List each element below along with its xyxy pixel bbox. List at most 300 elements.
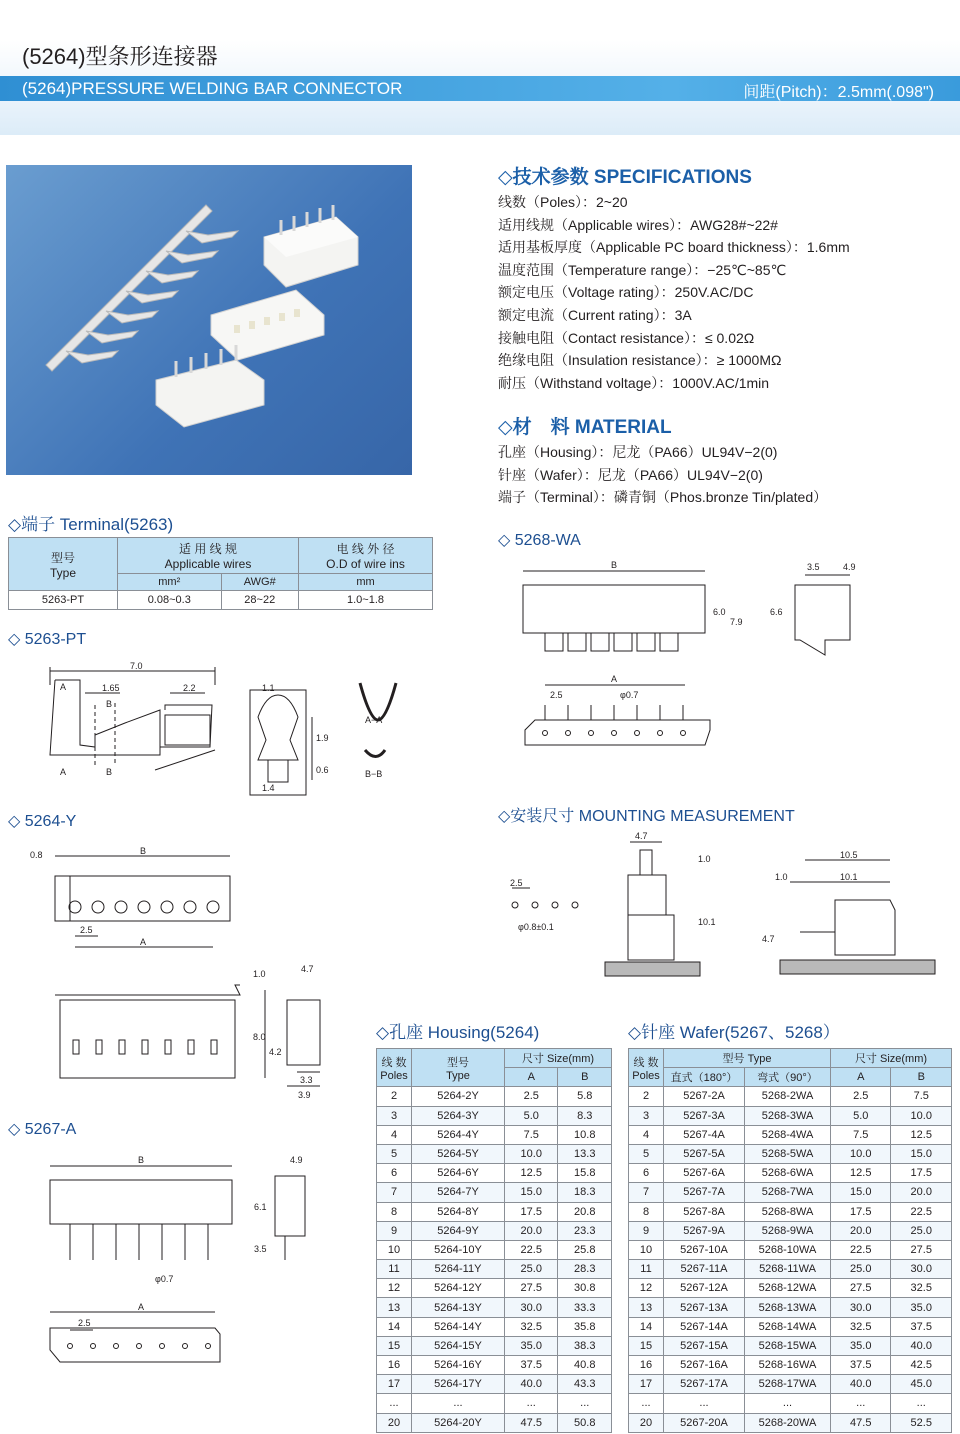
cell: 20	[377, 1413, 412, 1432]
dim-label: 4.9	[843, 562, 856, 572]
table-row	[377, 1279, 612, 1298]
cell: 16	[629, 1356, 664, 1375]
cell: 5264-16Y	[412, 1356, 505, 1375]
cell: 9	[629, 1221, 664, 1240]
cell: 6	[377, 1164, 412, 1183]
cell: 50.8	[558, 1413, 612, 1432]
dim-label: B	[140, 846, 147, 856]
dim-label: 2.5	[80, 925, 93, 935]
cell: 10	[629, 1240, 664, 1259]
dim-label: B	[138, 1155, 145, 1165]
cell: 23.3	[558, 1221, 612, 1240]
cell: 5264-12Y	[412, 1279, 505, 1298]
table-row	[629, 1375, 952, 1394]
cell: 8	[629, 1202, 664, 1221]
table-row	[377, 1336, 612, 1355]
cell: 35.8	[558, 1317, 612, 1336]
cell: 5264-7Y	[412, 1183, 505, 1202]
table-row	[629, 1144, 952, 1163]
cell: 5264-6Y	[412, 1164, 505, 1183]
cell: 5.0	[831, 1106, 891, 1125]
cell: 20.0	[891, 1183, 952, 1202]
cell: 7.5	[831, 1125, 891, 1144]
terminal-header-wires	[118, 538, 299, 574]
material-line: 端子（Terminal）：磷青铜（Phos.bronze Tin/plated）	[498, 489, 828, 506]
dim-label: φ0.7	[620, 690, 639, 700]
material-list	[498, 441, 827, 509]
table-row	[629, 1298, 952, 1317]
cell: ...	[505, 1394, 558, 1413]
dim-label: 0.6	[316, 765, 329, 775]
drawing-5268wa	[505, 555, 905, 785]
dim-label: 2.5	[550, 690, 563, 700]
table-row	[629, 1087, 952, 1106]
header-right-angle: 弯式（90°）	[745, 1068, 831, 1087]
table-row	[377, 1260, 612, 1279]
terminal-title: ◇端子 Terminal(5263)	[8, 515, 174, 534]
dim-label: φ0.8±0.1	[518, 922, 554, 932]
cell: 32.5	[505, 1317, 558, 1336]
page-title: (5264)型条形连接器	[22, 44, 218, 69]
header-text: 线 数	[381, 1056, 407, 1069]
dim-label: 3.9	[298, 1090, 311, 1100]
cell: 13	[629, 1298, 664, 1317]
cell: 13	[377, 1298, 412, 1317]
cell: 12.5	[831, 1164, 891, 1183]
cell: 25.0	[831, 1260, 891, 1279]
cell: ...	[558, 1394, 612, 1413]
table-row	[377, 1356, 612, 1375]
cell: ...	[831, 1394, 891, 1413]
dim-label: A	[60, 682, 67, 692]
cell: 35.0	[505, 1336, 558, 1355]
table-row	[629, 1356, 952, 1375]
cell: 5268-16WA	[745, 1356, 831, 1375]
cell: 27.5	[505, 1279, 558, 1298]
dim-label: 4.9	[290, 1155, 303, 1165]
cell: 17.5	[891, 1164, 952, 1183]
cell: 37.5	[891, 1317, 952, 1336]
cell: 40.8	[558, 1356, 612, 1375]
cell: 14	[629, 1317, 664, 1336]
cell: 5268-6WA	[745, 1164, 831, 1183]
cell: 27.5	[891, 1240, 952, 1259]
dim-label: 10.5	[840, 850, 858, 860]
dim-label: 2.2	[183, 683, 196, 693]
cell: 20.8	[558, 1202, 612, 1221]
header-text: 电 线 外 径	[336, 542, 395, 556]
pcb-board	[780, 960, 935, 974]
cell: 30.0	[505, 1298, 558, 1317]
specifications-title: ◇技术参数 SPECIFICATIONS	[498, 167, 752, 188]
cell: 0.08~0.3	[118, 591, 222, 610]
cell: 52.5	[891, 1413, 952, 1432]
cell: 30.8	[558, 1279, 612, 1298]
cell: 47.5	[505, 1413, 558, 1432]
wafer-table-body	[629, 1087, 952, 1432]
cell: 4	[377, 1125, 412, 1144]
dim-label: B	[106, 767, 113, 777]
dim-label: 1.9	[316, 733, 329, 743]
cell: 5268-14WA	[745, 1317, 831, 1336]
table-row	[629, 1317, 952, 1336]
table-row	[377, 1164, 612, 1183]
cell: 37.5	[831, 1356, 891, 1375]
cell: 38.3	[558, 1336, 612, 1355]
spec-line: 适用线规（Applicable wires）：AWG28#~22#	[498, 216, 778, 233]
dim-label: A	[60, 767, 67, 777]
cell: ...	[745, 1394, 831, 1413]
dim-label: A	[611, 674, 618, 684]
table-row	[629, 1336, 952, 1355]
cell: 32.5	[891, 1279, 952, 1298]
dim-label: 3.5	[807, 562, 820, 572]
cell: 7.5	[505, 1125, 558, 1144]
cell: 35.0	[831, 1336, 891, 1355]
cell: 28.3	[558, 1260, 612, 1279]
dim-label: 3.3	[300, 1075, 313, 1085]
header-text: 型号	[50, 550, 75, 565]
dim-label: 6.1	[254, 1202, 267, 1212]
dim-label: 10.1	[840, 872, 858, 882]
cell: 5264-2Y	[412, 1087, 505, 1106]
dim-label: 10.1	[698, 917, 716, 927]
cell: 32.5	[831, 1317, 891, 1336]
cell: 5264-5Y	[412, 1144, 505, 1163]
dim-label: A−A	[365, 715, 383, 725]
cell: 20.0	[505, 1221, 558, 1240]
header-text: Type	[446, 1069, 470, 1082]
cell: ...	[412, 1394, 505, 1413]
housing-title: ◇孔座 Housing(5264)	[376, 1023, 540, 1042]
table-row	[377, 1202, 612, 1221]
dim-label: 1.1	[262, 683, 275, 693]
cell: 5267-15A	[664, 1336, 745, 1355]
cell: 5268-9WA	[745, 1221, 831, 1240]
header-straight: 直式（180°）	[664, 1068, 745, 1087]
dim-label: 1.0	[775, 872, 788, 882]
dim-label: 1.4	[262, 783, 275, 793]
header-size: 尺寸 Size(mm)	[831, 1049, 952, 1068]
cell: 25.0	[505, 1260, 558, 1279]
cell: 17	[629, 1375, 664, 1394]
cell: 5268-12WA	[745, 1279, 831, 1298]
header-a: A	[505, 1068, 558, 1087]
cell: 40.0	[891, 1336, 952, 1355]
table-row	[377, 1087, 612, 1106]
header-b: B	[891, 1068, 952, 1087]
cell: 3	[377, 1106, 412, 1125]
cell: 27.5	[831, 1279, 891, 1298]
spec-line: 额定电流（Current rating）：3A	[498, 306, 692, 323]
cell: 47.5	[831, 1413, 891, 1432]
cell: 30.0	[891, 1260, 952, 1279]
cell: 12	[629, 1279, 664, 1298]
dim-label: B−B	[365, 769, 383, 779]
cell: 5264-10Y	[412, 1240, 505, 1259]
cell: 5267-3A	[664, 1106, 745, 1125]
cell: 5267-20A	[664, 1413, 745, 1432]
table-row	[9, 591, 433, 610]
cell: 5267-13A	[664, 1298, 745, 1317]
cell: 5267-2A	[664, 1087, 745, 1106]
cell: 5268-13WA	[745, 1298, 831, 1317]
dim-label: 3.5	[254, 1244, 267, 1254]
dim-label: φ0.7	[155, 1274, 174, 1284]
header-type: 型号 Type	[664, 1049, 831, 1068]
terminal-header-type	[9, 538, 118, 591]
cell: 28~22	[221, 591, 298, 610]
cell: 5263-PT	[9, 591, 118, 610]
housing-table-body	[377, 1087, 612, 1432]
cell: 5267-10A	[664, 1240, 745, 1259]
header-text: 适 用 线 规	[178, 542, 237, 556]
cell: 5268-20WA	[745, 1413, 831, 1432]
header-type	[412, 1049, 505, 1087]
cell: 5264-8Y	[412, 1202, 505, 1221]
specifications-list	[498, 191, 850, 394]
header-size: 尺寸 Size(mm)	[505, 1049, 612, 1068]
cell: 5268-5WA	[745, 1144, 831, 1163]
cell: 14	[377, 1317, 412, 1336]
spec-line: 耐压（Withstand voltage）：1000V.AC/1min	[498, 374, 770, 391]
wafer-title: ◇针座 Wafer(5267、5268）	[628, 1023, 840, 1042]
terminal-header-mm2: mm²	[118, 574, 222, 591]
cell: 5268-11WA	[745, 1260, 831, 1279]
pcb-board	[605, 962, 700, 976]
table-row	[629, 1125, 952, 1144]
material-title: ◇材 料 MATERIAL	[498, 417, 672, 438]
cell: 15	[629, 1336, 664, 1355]
cell: 40.0	[505, 1375, 558, 1394]
material-line: 针座（Wafer）：尼龙（PA66）UL94V−2(0)	[498, 466, 763, 483]
cell: 5267-14A	[664, 1317, 745, 1336]
dim-label: 4.7	[635, 831, 648, 841]
terminal-header-mm: mm	[299, 574, 433, 591]
cell: 5268-17WA	[745, 1375, 831, 1394]
cell: 25.8	[558, 1240, 612, 1259]
cell: 5267-12A	[664, 1279, 745, 1298]
table-row	[377, 1298, 612, 1317]
cell: 5267-11A	[664, 1260, 745, 1279]
cell: 5264-20Y	[412, 1413, 505, 1432]
cell: 5	[377, 1144, 412, 1163]
table-row	[629, 1394, 952, 1413]
section-5264y: ◇ 5264-Y	[8, 813, 77, 830]
wafer-table	[628, 1048, 952, 1433]
cell: 17.5	[505, 1202, 558, 1221]
cell: 5267-17A	[664, 1375, 745, 1394]
material-line: 孔座（Housing）：尼龙（PA66）UL94V−2(0)	[498, 444, 778, 460]
housing-table	[376, 1048, 612, 1433]
cell: ...	[629, 1394, 664, 1413]
cell: 6	[629, 1164, 664, 1183]
cell: 8.3	[558, 1106, 612, 1125]
cell: 2	[629, 1087, 664, 1106]
dim-label: A	[138, 1302, 145, 1312]
cell: 5264-13Y	[412, 1298, 505, 1317]
dim-label: 2.5	[510, 878, 523, 888]
dim-label: 1.0	[253, 969, 266, 979]
terminal-table	[8, 537, 433, 610]
table-row	[377, 1394, 612, 1413]
drawing-5264y	[25, 840, 335, 1105]
terminal-header-od	[299, 538, 433, 574]
spec-line: 线数（Poles）：2~20	[498, 194, 628, 210]
cell: 40.0	[831, 1375, 891, 1394]
cell: 9	[377, 1221, 412, 1240]
dim-label: 7.0	[130, 661, 143, 671]
cell: 10.0	[891, 1106, 952, 1125]
table-row	[629, 1221, 952, 1240]
cell: 1.0~1.8	[299, 591, 433, 610]
cell: 10.0	[505, 1144, 558, 1163]
cell: 3	[629, 1106, 664, 1125]
cell: 7	[629, 1183, 664, 1202]
cell: 5267-8A	[664, 1202, 745, 1221]
header-text: Type	[49, 565, 76, 580]
cell: 5267-4A	[664, 1125, 745, 1144]
cell: 45.0	[891, 1375, 952, 1394]
cell: 5264-15Y	[412, 1336, 505, 1355]
cell: 5264-4Y	[412, 1125, 505, 1144]
drawing-mounting	[490, 830, 950, 1005]
cell: 22.5	[891, 1202, 952, 1221]
table-row	[629, 1183, 952, 1202]
table-row	[629, 1106, 952, 1125]
header-poles	[629, 1049, 664, 1087]
table-row	[629, 1240, 952, 1259]
cell: 12.5	[891, 1125, 952, 1144]
cell: 17.5	[831, 1202, 891, 1221]
cell: 11	[377, 1260, 412, 1279]
cell: 20	[629, 1413, 664, 1432]
table-row	[377, 1125, 612, 1144]
dim-label: 4.7	[301, 964, 314, 974]
table-row	[629, 1413, 952, 1432]
cell: 15.0	[891, 1144, 952, 1163]
cell: 5264-9Y	[412, 1221, 505, 1240]
header-text: O.D of wire ins	[326, 557, 405, 571]
table-row	[377, 1240, 612, 1259]
cell: ...	[377, 1394, 412, 1413]
pitch-label: 间距(Pitch)：2.5mm(.098")	[743, 84, 934, 101]
table-row	[377, 1413, 612, 1432]
header-text: Poles	[380, 1069, 408, 1082]
cell: 22.5	[505, 1240, 558, 1259]
cell: 5268-4WA	[745, 1125, 831, 1144]
cell: 5267-6A	[664, 1164, 745, 1183]
cell: 5268-2WA	[745, 1087, 831, 1106]
drawing-5263pt	[40, 655, 420, 805]
cell: 5264-17Y	[412, 1375, 505, 1394]
cell: 5264-11Y	[412, 1260, 505, 1279]
table-row	[377, 1183, 612, 1202]
mounting-title: ◇安装尺寸 MOUNTING MEASUREMENT	[498, 808, 795, 825]
cell: 15	[377, 1336, 412, 1355]
cell: 5264-14Y	[412, 1317, 505, 1336]
cell: 20.0	[831, 1221, 891, 1240]
table-row	[377, 1221, 612, 1240]
section-5263pt: ◇ 5263-PT	[8, 631, 87, 648]
spec-line: 适用基板厚度（Applicable PC board thickness）：1.6mm	[498, 239, 850, 256]
header-text: 型号	[447, 1056, 469, 1069]
cell: 5268-3WA	[745, 1106, 831, 1125]
spec-line: 额定电压（Voltage rating）：250V.AC/DC	[498, 284, 754, 301]
connector-illustration	[6, 165, 412, 475]
section-5268wa: ◇ 5268-WA	[498, 532, 581, 549]
table-row	[629, 1279, 952, 1298]
dim-label: A	[140, 937, 147, 947]
dim-label: B	[611, 560, 618, 570]
cell: 10.8	[558, 1125, 612, 1144]
terminal-header-awg: AWG#	[221, 574, 298, 591]
cell: 18.3	[558, 1183, 612, 1202]
cell: 43.3	[558, 1375, 612, 1394]
cell: 5267-5A	[664, 1144, 745, 1163]
cell: 5.0	[505, 1106, 558, 1125]
cell: 42.5	[891, 1356, 952, 1375]
page-subtitle: (5264)PRESSURE WELDING BAR CONNECTOR	[22, 79, 403, 98]
dim-label: B	[106, 699, 113, 709]
header-text: 线 数	[633, 1056, 659, 1069]
cell: 5267-7A	[664, 1183, 745, 1202]
table-row	[377, 1375, 612, 1394]
cell: 12	[377, 1279, 412, 1298]
table-row	[377, 1144, 612, 1163]
dim-label: 0.8	[30, 850, 43, 860]
spec-line: 温度范围（Temperature range）：−25℃~85℃	[498, 261, 787, 278]
table-row	[629, 1164, 952, 1183]
cell: 5268-7WA	[745, 1183, 831, 1202]
header-text: Poles	[632, 1069, 660, 1082]
dim-label: 4.2	[269, 1047, 282, 1057]
section-5267a: ◇ 5267-A	[8, 1121, 77, 1138]
cell: 5268-10WA	[745, 1240, 831, 1259]
cell: 15.8	[558, 1164, 612, 1183]
cell: ...	[664, 1394, 745, 1413]
dim-label: 8.0	[253, 1032, 266, 1042]
table-row	[377, 1106, 612, 1125]
cell: 12.5	[505, 1164, 558, 1183]
cell: 2.5	[831, 1087, 891, 1106]
cell: 8	[377, 1202, 412, 1221]
cell: 5264-3Y	[412, 1106, 505, 1125]
cell: 2.5	[505, 1087, 558, 1106]
header-b: B	[558, 1068, 612, 1087]
cell: 5268-15WA	[745, 1336, 831, 1355]
cell: 4	[629, 1125, 664, 1144]
cell: 2	[377, 1087, 412, 1106]
table-row	[629, 1202, 952, 1221]
cell: 17	[377, 1375, 412, 1394]
dim-label: 6.0	[713, 607, 726, 617]
table-row	[629, 1260, 952, 1279]
cell: 7.5	[891, 1087, 952, 1106]
cell: 5267-16A	[664, 1356, 745, 1375]
cell: 10	[377, 1240, 412, 1259]
cell: ...	[891, 1394, 952, 1413]
dim-label: 1.65	[102, 683, 120, 693]
dim-label: 2.5	[78, 1318, 91, 1328]
cell: 5268-8WA	[745, 1202, 831, 1221]
spec-line: 绝缘电阻（Insulation resistance）：≥ 1000MΩ	[498, 352, 782, 369]
cell: 33.3	[558, 1298, 612, 1317]
cell: 7	[377, 1183, 412, 1202]
cell: 5.8	[558, 1087, 612, 1106]
header-a: A	[831, 1068, 891, 1087]
spec-line: 接触电阻（Contact resistance）：≤ 0.02Ω	[498, 329, 755, 346]
